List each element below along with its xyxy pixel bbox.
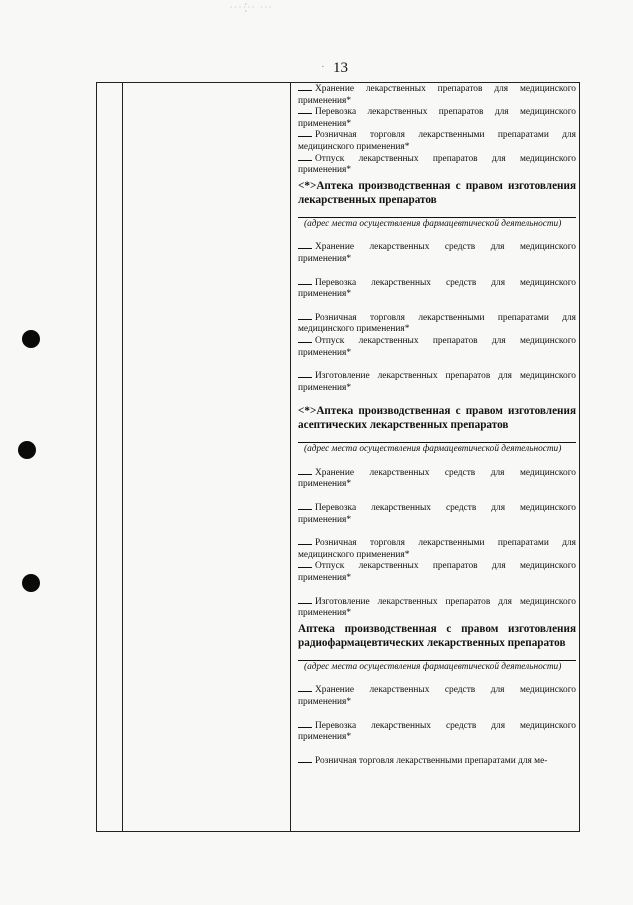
address-caption: (адрес места осуществления фармацевтической деятельности) <box>304 444 562 455</box>
checkbox-blank[interactable] <box>298 567 312 568</box>
checkbox-blank[interactable] <box>298 160 312 161</box>
address-line[interactable] <box>298 660 576 661</box>
checkbox-blank[interactable] <box>298 727 312 728</box>
s3-item-manufacturing: Изготовление лекарственных препаратов для медицинского применения* <box>298 596 576 619</box>
checkbox-blank[interactable] <box>298 474 312 475</box>
checkbox-blank[interactable] <box>298 284 312 285</box>
checkbox-blank[interactable] <box>298 691 312 692</box>
s4-item-transport: Перевозка лекарственных средств для медицинского применения* <box>298 720 576 743</box>
checkbox-blank[interactable] <box>298 319 312 320</box>
page-number: 13 <box>333 60 348 76</box>
s3-item-transport: Перевозка лекарственных средств для медицинского применения* <box>298 503 576 525</box>
address-caption: (адрес места осуществления фармацевтической деятельности) <box>304 218 562 229</box>
s3-item-dispensing: Отпуск лекарственных препаратов для медицинского применения* <box>298 561 576 584</box>
binder-hole-top <box>22 330 40 348</box>
s1-item-storage: Хранение лекарственных препаратов для медицинского применения* <box>298 84 576 106</box>
s1-item-transport: Перевозка лекарственных препаратов для медицинского применения* <box>298 107 576 129</box>
s3-item-retail: Розничная торговля лекарственными препаратами для медицинского применения* <box>298 538 576 560</box>
s1-item-dispensing: Отпуск лекарственных препаратов для медицинского применения* <box>298 153 576 176</box>
address-caption: (адрес места осуществления фармацевтической деятельности) <box>304 661 562 672</box>
s1-item-retail: Розничная торговля лекарственными препаратами для медицинского применения* <box>298 130 576 152</box>
s2-item-manufacturing: Изготовление лекарственных препаратов для медицинского применения* <box>298 371 576 393</box>
checkbox-blank[interactable] <box>298 603 312 604</box>
address-line[interactable] <box>298 217 576 218</box>
checkbox-blank[interactable] <box>298 248 312 249</box>
checkbox-blank[interactable] <box>298 136 312 137</box>
binder-hole-middle <box>18 441 36 459</box>
section-heading-pharmacy-production: <*>Аптека производственная с правом изготовления лекарственных препаратов <box>298 179 576 206</box>
section-heading-pharmacy-aseptic: <*>Аптека производственная с правом изготовления асептических лекарственных препаратов <box>298 405 576 432</box>
s3-item-storage: Хранение лекарственных средств для медицинского применения* <box>298 467 576 490</box>
s2-item-storage: Хранение лекарственных средств для медицинского применения* <box>298 242 576 264</box>
section-heading-pharmacy-radiopharm: Аптека производственная с правом изготовления радиофармацевтических лекарственных препаратов <box>298 622 576 649</box>
checkbox-blank[interactable] <box>298 762 312 763</box>
checkbox-blank[interactable] <box>298 509 312 510</box>
checkbox-blank[interactable] <box>298 544 312 545</box>
checkbox-blank[interactable] <box>298 377 312 378</box>
table-column-divider-1 <box>122 83 123 831</box>
s2-item-retail: Розничная торговля лекарственными препаратами для медицинского применения* <box>298 312 576 335</box>
checkbox-blank[interactable] <box>298 113 312 114</box>
s2-item-dispensing: Отпуск лекарственных препаратов для медицинского применения* <box>298 335 576 358</box>
checkbox-blank[interactable] <box>298 90 312 91</box>
page-number-mark: · <box>321 61 325 73</box>
s2-item-transport: Перевозка лекарственных средств для медицинского применения* <box>298 277 576 300</box>
activity-cell <box>298 84 576 767</box>
s4-item-retail: Розничная торговля лекарственными препаратами для ме- <box>298 756 576 768</box>
checkbox-blank[interactable] <box>298 342 312 343</box>
scan-artifact-marks: ∙∙·∙̥̊∙∙ ∙∙∙ <box>230 2 274 12</box>
table-column-divider-2 <box>290 83 291 831</box>
binder-hole-bottom <box>22 574 40 592</box>
s4-item-storage: Хранение лекарственных средств для медицинского применения* <box>298 685 576 707</box>
